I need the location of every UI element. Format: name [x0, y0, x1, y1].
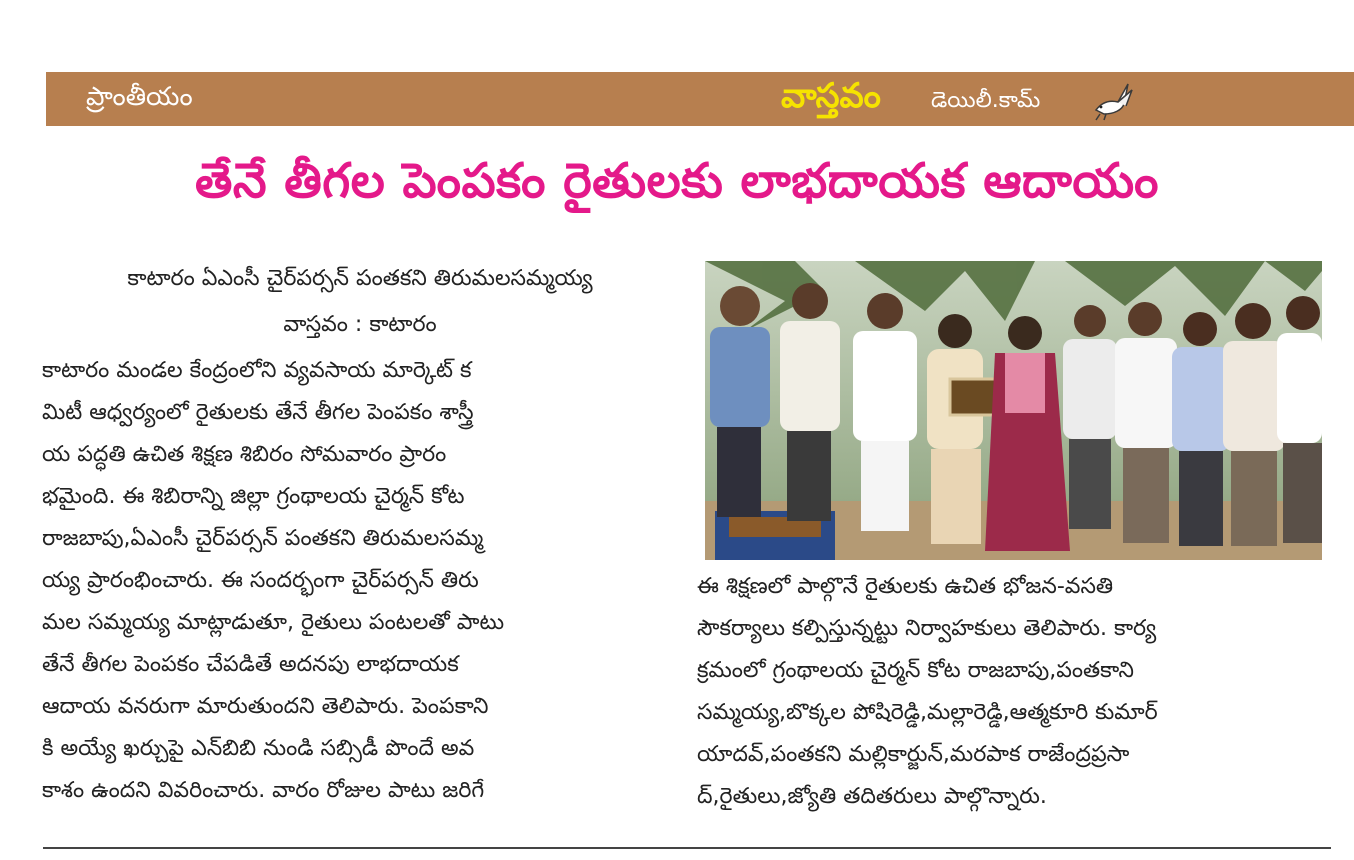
body-line: ఈ శిక్షణలో పాల్గొనే రైతులకు ఉచిత భోజన-వసతి — [697, 574, 1114, 599]
dove-icon — [1088, 76, 1134, 122]
body-line: క్రమంలో గ్రంథాలయ చైర్మన్ కోట రాజబాపు,పంతకాని — [697, 658, 1134, 683]
section-label: ప్రాంతీయం — [86, 82, 193, 112]
body-line: మల సమ్మయ్య మాట్లాడుతూ, రైతులు పంటలతో పాటు — [42, 610, 505, 635]
body-line: తేనే తీగల పెంపకం చేపడితే అదనపు లాభదాయక — [42, 652, 459, 677]
article-body-left — [42, 350, 682, 812]
article-body-right — [697, 566, 1332, 818]
body-line: సౌకర్యాలు కల్పిస్తున్నట్టు నిర్వాహకులు తెలిపారు. కార్య — [697, 616, 1157, 641]
body-line: యాదవ్,పంతకని మల్లికార్జున్,మరపాక రాజేంద్రప్రసా — [697, 742, 1130, 767]
body-line: మిటీ ఆధ్వర్యంలో రైతులకు తేనే తీగల పెంపకం శాస్త్రీ — [42, 400, 474, 425]
brand-logo-text: వాస్తవం — [781, 76, 881, 116]
body-line: య్య ప్రారంభించారు. ఈ సందర్భంగా చైర్‌పర్సన్ తిరు — [42, 568, 479, 593]
headline: తేనే తీగల పెంపకం రైతులకు లాభదాయక ఆదాయం — [195, 153, 1159, 209]
section-header-band — [46, 72, 1354, 126]
body-line: ఆదాయ వనరుగా మారుతుందని తెలిపారు. పెంపకాని — [42, 694, 489, 719]
body-line: య పద్ధతి ఉచిత శిక్షణ శిబిరం సోమవారం ప్రారం — [42, 442, 447, 467]
article-photo — [705, 261, 1322, 560]
byline-title: కాటారం ఏఎంసీ చైర్‌పర్సన్ పంతకని తిరుమలసమ్మయ్య — [127, 266, 593, 291]
body-line: భమైంది. ఈ శిబిరాన్ని జిల్లా గ్రంథాలయ చైర్మన్ కోట — [42, 484, 465, 509]
body-line: కాటారం మండల కేంద్రంలోని వ్యవసాయ మార్కెట్ క — [42, 358, 472, 383]
body-line: ద్,రైతులు,జ్యోతి తదితరులు పాల్గొన్నారు. — [697, 784, 1047, 809]
photo-illustration — [705, 261, 1322, 560]
bottom-divider — [43, 847, 1331, 849]
body-line: సమ్మయ్య,బొక్కల పోషిరెడ్డి,మల్లారెడ్డి,ఆత్మకూరి కుమార్ — [697, 700, 1158, 725]
body-line: కి అయ్యే ఖర్చుపై ఎన్‌బిబి నుండి సబ్సిడీ పొందే అవ — [42, 736, 475, 761]
body-line: కాశం ఉందని వివరించారు. వారం రోజుల పాటు జరిగే — [42, 778, 485, 803]
body-line: రాజబాపు,ఏఎంసీ చైర్‌పర్సన్ పంతకని తిరుమలసమ్మ — [42, 526, 484, 551]
byline-dateline: వాస్తవం : కాటారం — [283, 312, 437, 337]
brand-subtitle: డెయిలీ.కామ్ — [931, 88, 1041, 113]
